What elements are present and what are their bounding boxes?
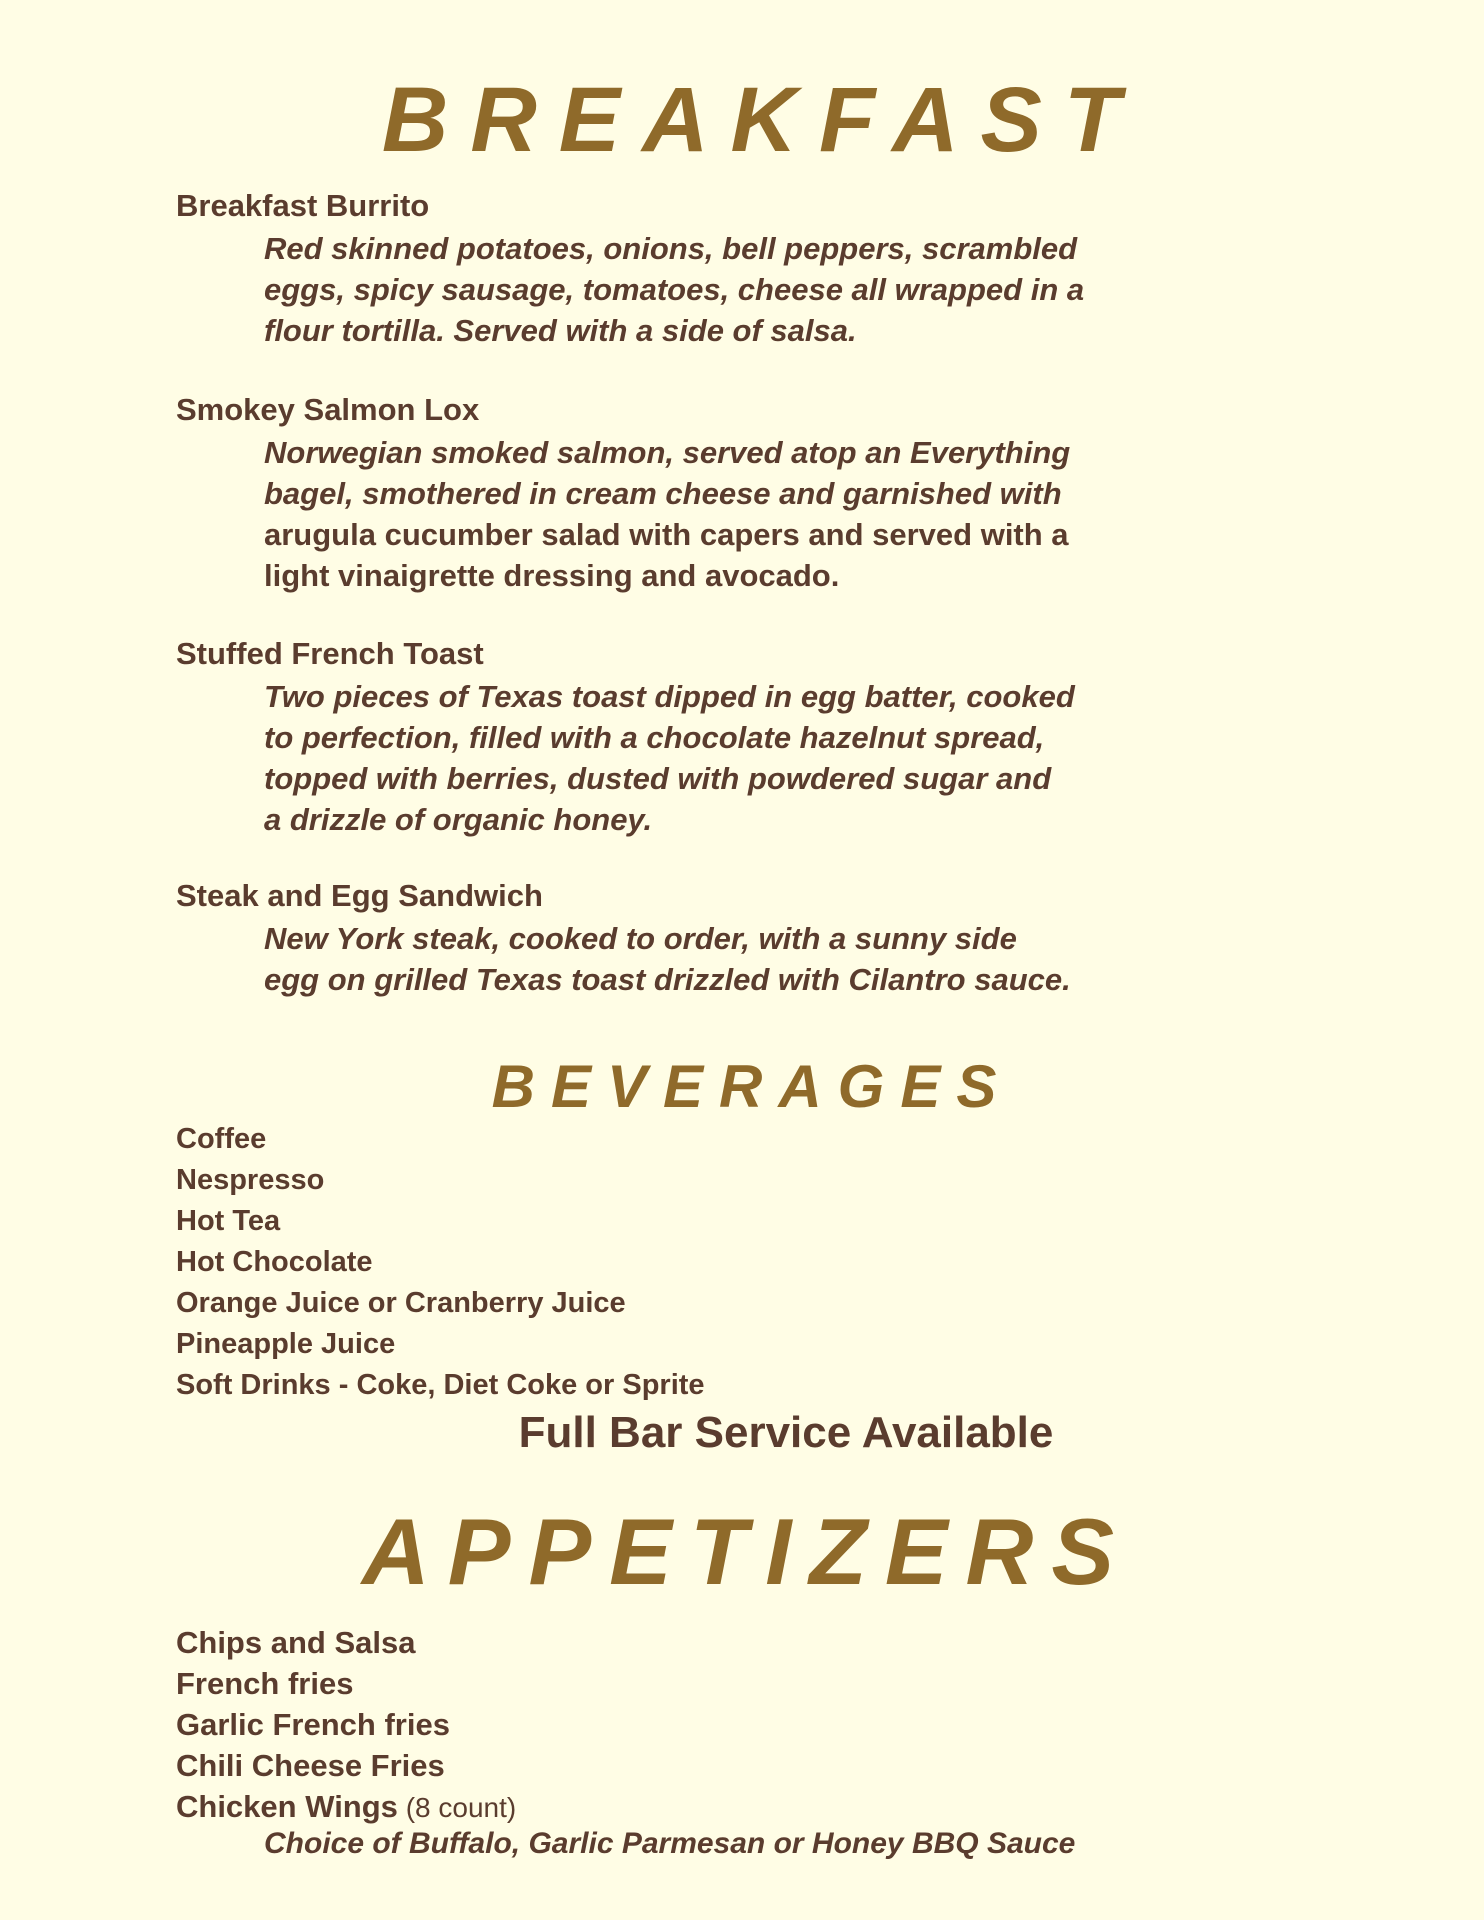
appetizers-list xyxy=(176,1622,516,1828)
list-item: Orange Juice or Cranberry Juice xyxy=(176,1287,626,1319)
list-item: Pineapple Juice xyxy=(176,1328,396,1360)
item-description xyxy=(264,432,1124,596)
item-name: Stuffed French Toast xyxy=(176,636,484,671)
item-name: Steak and Egg Sandwich xyxy=(176,878,543,913)
list-item: Coffee xyxy=(176,1123,267,1155)
beverages-heading: BEVERAGES xyxy=(491,1053,1013,1120)
item-name: Chips and Salsa xyxy=(176,1625,416,1660)
menu-item-stuffed-french-toast xyxy=(176,634,1136,840)
menu-item-steak-and-egg-sandwich xyxy=(176,876,1136,1000)
chicken-wings-description: Choice of Buffalo, Garlic Parmesan or Honey BBQ Sauce xyxy=(264,1827,1076,1860)
item-count: (8 count) xyxy=(397,1792,517,1823)
item-description-upright: arugula cucumber salad with capers and served with a light vinaigrette dressing and avocado. xyxy=(264,517,1069,593)
item-name: Smokey Salmon Lox xyxy=(176,392,480,427)
item-name: French fries xyxy=(176,1666,354,1701)
item-name: Garlic French fries xyxy=(176,1707,450,1742)
menu-item-breakfast-burrito xyxy=(176,186,1136,351)
list-item: Nespresso xyxy=(176,1164,325,1196)
item-name: Breakfast Burrito xyxy=(176,188,430,223)
list-item: Soft Drinks - Coke, Diet Coke or Sprite xyxy=(176,1369,705,1401)
list-item xyxy=(176,1704,516,1745)
appetizers-heading: APPETIZERS xyxy=(361,1499,1133,1604)
list-item xyxy=(176,1745,516,1786)
beverages-list xyxy=(176,1119,705,1406)
list-item: Hot Tea xyxy=(176,1205,281,1237)
item-name: Chicken Wings xyxy=(176,1789,398,1824)
list-item: Hot Chocolate xyxy=(176,1246,373,1278)
bar-service-note: Full Bar Service Available xyxy=(518,1408,1054,1457)
item-name: Chili Cheese Fries xyxy=(176,1748,445,1783)
item-description-italic: Norwegian smoked salmon, served atop an Everything bagel, smothered in cream cheese and garnished with xyxy=(264,435,1071,511)
menu-item-smokey-salmon-lox xyxy=(176,390,1136,596)
list-item xyxy=(176,1663,516,1704)
breakfast-heading: BREAKFAST xyxy=(381,69,1143,171)
item-description: Two pieces of Texas toast dipped in egg batter, cooked to perfection, filled with a chocolate hazelnut spread, topped with berries, dusted with powdered sugar and a drizzle of organic honey. xyxy=(264,679,1075,837)
list-item xyxy=(176,1622,516,1663)
item-description: New York steak, cooked to order, with a sunny side egg on grilled Texas toast drizzled with Cilantro sauce. xyxy=(264,921,1071,997)
list-item xyxy=(176,1786,516,1828)
item-description: Red skinned potatoes, onions, bell peppers, scrambled eggs, spicy sausage, tomatoes, cheese all wrapped in a flour tortilla. Served with a side of salsa. xyxy=(264,231,1085,348)
